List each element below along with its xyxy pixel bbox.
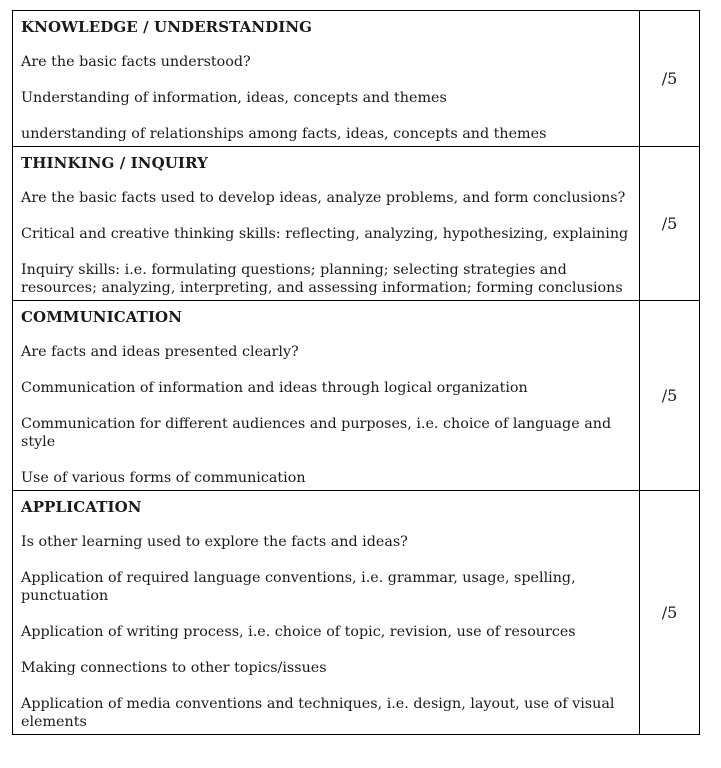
criterion-item: Application of media conventions and techniques, i.e. design, layout, use of visual elements xyxy=(21,696,615,730)
score-cell: /5 xyxy=(640,491,700,735)
criterion-item: Application of writing process, i.e. choice of topic, revision, use of resources xyxy=(21,624,576,640)
rubric-table xyxy=(12,10,700,735)
criteria-cell xyxy=(13,491,640,735)
criteria-cell xyxy=(13,11,640,147)
criterion-item: Making connections to other topics/issues xyxy=(21,660,327,676)
section-heading: THINKING / INQUIRY xyxy=(21,154,208,172)
criterion-item: Communication of information and ideas through logical organization xyxy=(21,380,528,396)
criterion-item: Understanding of information, ideas, concepts and themes xyxy=(21,90,447,106)
score-cell: /5 xyxy=(640,147,700,301)
section-heading: APPLICATION xyxy=(21,498,142,516)
rubric-row-communication xyxy=(13,301,700,491)
criteria-cell xyxy=(13,147,640,301)
criteria-cell xyxy=(13,301,640,491)
section-heading: COMMUNICATION xyxy=(21,308,183,326)
criterion-item: understanding of relationships among facts, ideas, concepts and themes xyxy=(21,126,547,142)
criterion-item: Critical and creative thinking skills: reflecting, analyzing, hypothesizing, explaining xyxy=(21,226,629,242)
criterion-item: Are the basic facts used to develop ideas, analyze problems, and form conclusions? xyxy=(21,190,626,206)
criterion-item: Application of required language conventions, i.e. grammar, usage, spelling, punctuation xyxy=(21,570,576,604)
criterion-item: Are the basic facts understood? xyxy=(21,54,251,70)
rubric-row-thinking xyxy=(13,147,700,301)
criterion-item: Are facts and ideas presented clearly? xyxy=(21,344,299,360)
rubric-row-knowledge xyxy=(13,11,700,147)
criterion-item: Communication for different audiences and purposes, i.e. choice of language and style xyxy=(21,416,612,450)
criterion-item: Inquiry skills: i.e. formulating questions; planning; selecting strategies and resources; analyzing, interpreting, and assessing information; forming conclusions xyxy=(21,262,623,296)
criterion-item: Is other learning used to explore the facts and ideas? xyxy=(21,534,408,550)
criterion-item: Use of various forms of communication xyxy=(21,470,306,486)
score-cell: /5 xyxy=(640,11,700,147)
section-heading: KNOWLEDGE / UNDERSTANDING xyxy=(21,18,313,36)
rubric-row-application xyxy=(13,491,700,735)
score-cell: /5 xyxy=(640,301,700,491)
